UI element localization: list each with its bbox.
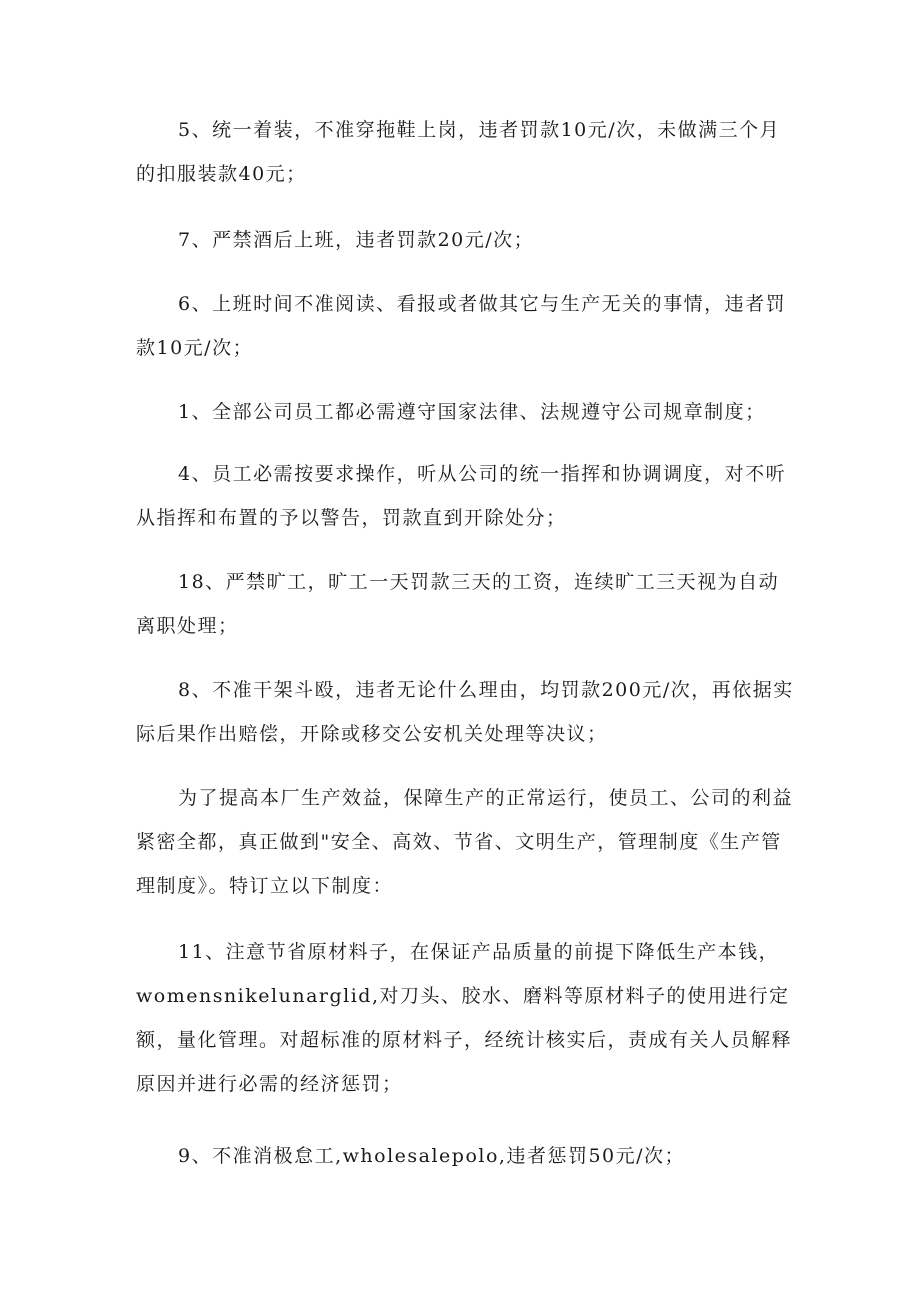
paragraph-rule-1: 1、全部公司员工都必需遵守国家法律、法规遵守公司规章制度； [178, 401, 766, 423]
paragraph-rule-5: 5、统一着装，不准穿拖鞋上岗，违者罚款10元/次，未做满三个月的扣服装款40元； [136, 119, 781, 185]
paragraph-rule-18: 18、严禁旷工，旷工一天罚款三天的工资，连续旷工三天视为自动离职处理； [136, 571, 780, 637]
paragraph-intro: 为了提高本厂生产效益，保障生产的正常运行，使员工、公司的利益紧密全都，真正做到"安全、高效、节省、文明生产，管理制度《生产管理制度》。特订立以下制度： [136, 787, 794, 897]
paragraph-rule-11: 11、注意节省原材料子，在保证产品质量的前提下降低生产本钱，womensnikelunarglid,对刀头、胶水、磨料等原材料子的使用进行定额，量化管理。对超标准的原材料子，经统计核实后，责成有关人员解释原因并进行必需的经济惩罚； [136, 941, 793, 1095]
paragraph-rule-9: 9、不准消极怠工,wholesalepolo,违者惩罚50元/次； [178, 1145, 686, 1167]
paragraph-rule-8: 8、不准干架斗殴，违者无论什么理由，均罚款200元/次，再依据实际后果作出赔偿，开除或移交公安机关处理等决议； [136, 679, 794, 745]
paragraph-rule-7: 7、严禁酒后上班，违者罚款20元/次； [178, 229, 535, 251]
paragraph-rule-4: 4、员工必需按要求操作，听从公司的统一指挥和协调调度，对不听从指挥和布置的予以警告，罚款直到开除处分； [136, 463, 787, 529]
paragraph-rule-6: 6、上班时间不准阅读、看报或者做其它与生产无关的事情，违者罚款10元/次； [136, 293, 787, 359]
